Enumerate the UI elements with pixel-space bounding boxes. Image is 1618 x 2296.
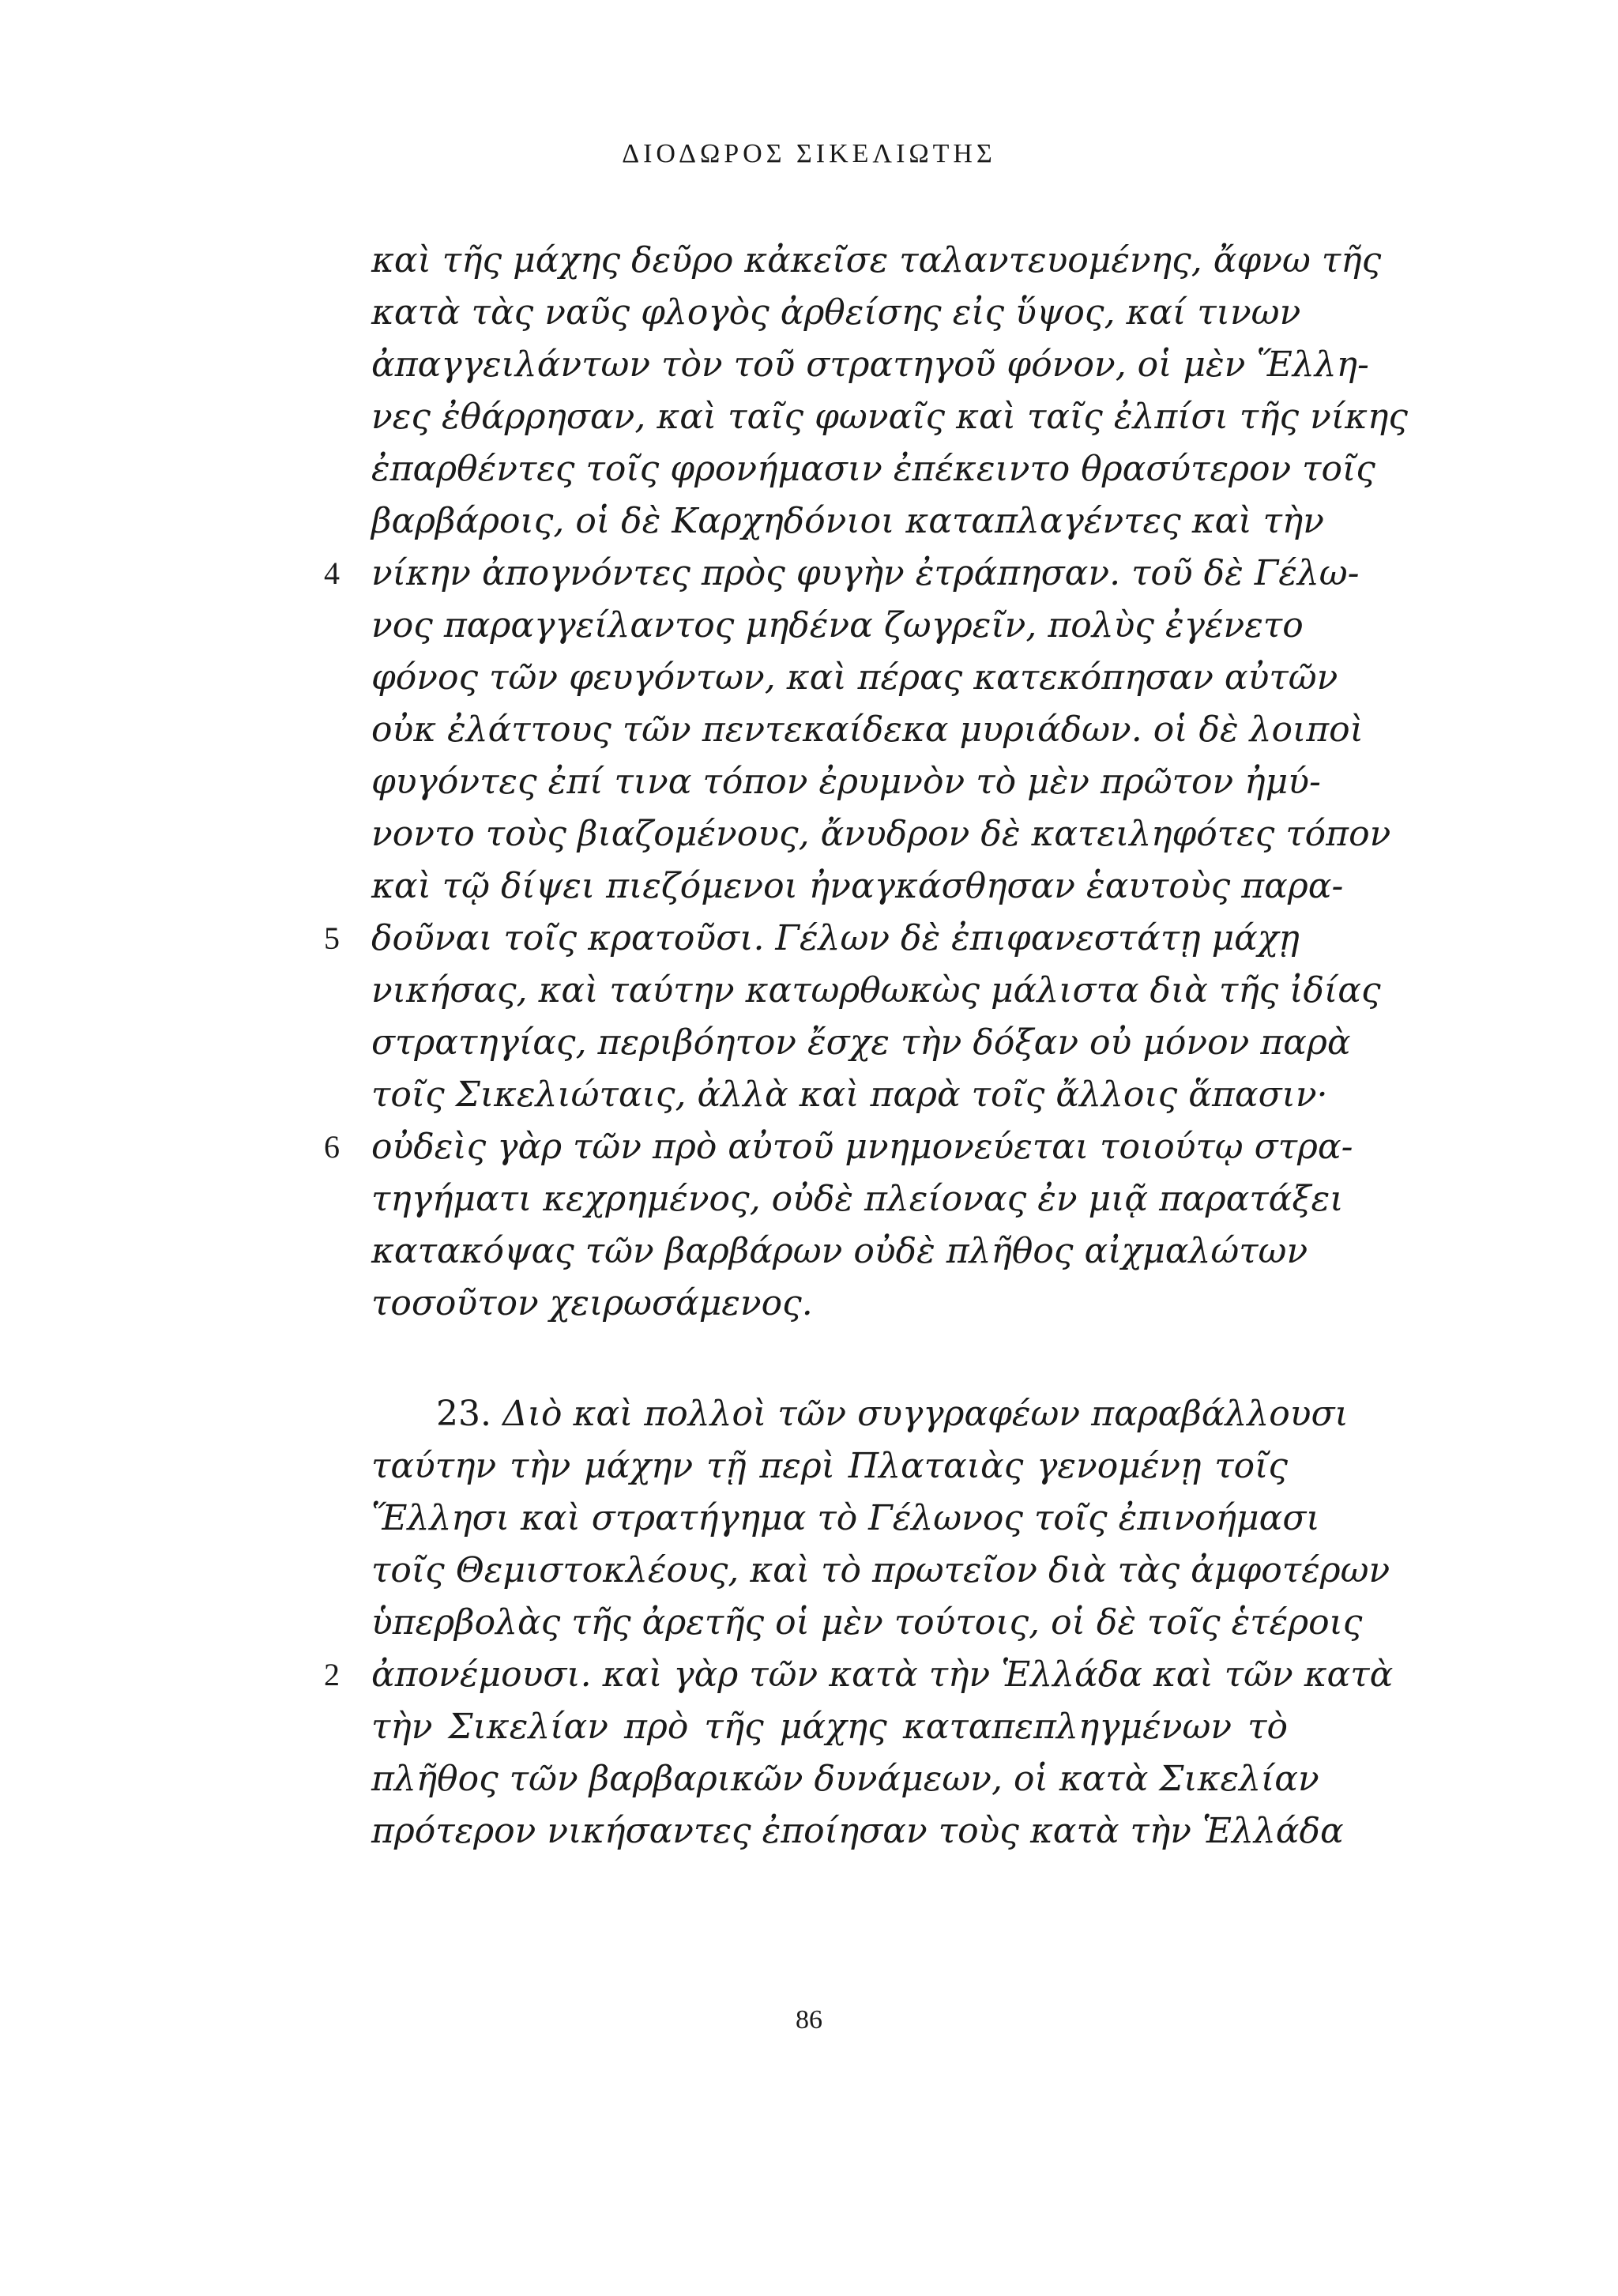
text-line: τηγήματι κεχρημένος, οὐδὲ πλείονας ἐν μιᾷ παρατάξει [371, 1179, 1344, 1219]
margin-paragraph-number: 2 [324, 1657, 340, 1692]
running-head: ΔΙΟΔΩΡΟΣ ΣΙΚΕΛΙΩΤΗΣ [622, 139, 996, 168]
text-line: οὐδεὶς γὰρ τῶν πρὸ αὐτοῦ μνημονεύεται τοιούτῳ στρα- [371, 1127, 1353, 1167]
text-line: τὴν Σικελίαν πρὸ τῆς μάχης καταπεπληγμένων τὸ [371, 1707, 1288, 1747]
text-line: πρότερον νικήσαντες ἐποίησαν τοὺς κατὰ τὴν Ἑλλάδα [371, 1811, 1344, 1851]
text-line: ἀπονέμουσι. καὶ γὰρ τῶν κατὰ τὴν Ἑλλάδα καὶ τῶν κατὰ [371, 1654, 1394, 1695]
text-line: Ἕλλησι καὶ στρατήγημα τὸ Γέλωνος τοῖς ἐπινοήμασι [371, 1498, 1320, 1538]
text-line: δοῦναι τοῖς κρατοῦσι. Γέλων δὲ ἐπιφανεστάτῃ μάχῃ [371, 918, 1300, 958]
text-line: κατακόψας τῶν βαρβάρων οὐδὲ πλῆθος αἰχμαλώτων [371, 1231, 1308, 1271]
text-line: τοσοῦτον χειρωσάμενος. [371, 1283, 813, 1323]
text-line: καὶ τῆς μάχης δεῦρο κἀκεῖσε ταλαντευομένης, ἄφνω τῆς [371, 240, 1382, 280]
text-line: φόνος τῶν φευγόντων, καὶ πέρας κατεκόπησαν αὐτῶν [371, 657, 1338, 698]
text-line: πλῆθος τῶν βαρβαρικῶν δυνάμεων, οἱ κατὰ Σικελίαν [371, 1759, 1319, 1799]
section-number: 23. [436, 1394, 491, 1434]
page-number: 86 [796, 2005, 822, 2034]
text-line: στρατηγίας, περιβόητον ἔσχε τὴν δόξαν οὐ μόνον παρὰ [371, 1022, 1351, 1063]
section-23-first-line [436, 1391, 1349, 1438]
text-line: τοῖς Θεμιστοκλέους, καὶ τὸ πρωτεῖον διὰ τὰς ἀμφοτέρων [371, 1550, 1390, 1590]
text-line: νος παραγγείλαντος μηδένα ζωγρεῖν, πολὺς ἐγένετο [371, 605, 1304, 646]
text-line: ταύτην τὴν μάχην τῇ περὶ Πλαταιὰς γενομένῃ τοῖς [371, 1446, 1288, 1486]
margin-paragraph-number: 4 [324, 555, 340, 591]
text-line: βαρβάροις, οἱ δὲ Καρχηδόνιοι καταπλαγέντες καὶ τὴν [371, 501, 1325, 541]
text-line: τοῖς Σικελιώταις, ἀλλὰ καὶ παρὰ τοῖς ἄλλοις ἅπασιν· [371, 1075, 1328, 1115]
text-line: νικήσας, καὶ ταύτην κατωρθωκὼς μάλιστα διὰ τῆς ἰδίας [371, 970, 1381, 1011]
text-line: ὑπερβολὰς τῆς ἀρετῆς οἱ μὲν τούτοις, οἱ δὲ τοῖς ἑτέροις [371, 1602, 1363, 1643]
text-line: ἀπαγγειλάντων τὸν τοῦ στρατηγοῦ φόνον, οἱ μὲν Ἕλλη- [371, 344, 1369, 385]
text-line: νίκην ἀπογνόντες πρὸς φυγὴν ἐτράπησαν. τοῦ δὲ Γέλω- [371, 553, 1360, 593]
text-line: ἐπαρθέντες τοῖς φρονήμασιν ἐπέκειντο θρασύτερον τοῖς [371, 449, 1375, 489]
text-line: νοντο τοὺς βιαζομένους, ἄνυδρον δὲ κατειληφότες τόπον [371, 814, 1391, 854]
text-line: νες ἐθάρρησαν, καὶ ταῖς φωναῖς καὶ ταῖς ἐλπίσι τῆς νίκης [371, 397, 1409, 437]
text-line: καὶ τῷ δίψει πιεζόμενοι ἠναγκάσθησαν ἑαυτοὺς παρα- [371, 866, 1344, 906]
text-line: οὐκ ἐλάττους τῶν πεντεκαίδεκα μυριάδων. οἱ δὲ λοιποὶ [371, 710, 1364, 750]
margin-paragraph-number: 6 [324, 1129, 340, 1165]
text-line: κατὰ τὰς ναῦς φλογὸς ἀρθείσης εἰς ὕψος, καί τινων [371, 292, 1301, 333]
text-line: φυγόντες ἐπί τινα τόπον ἐρυμνὸν τὸ μὲν πρῶτον ἠμύ- [371, 762, 1321, 802]
margin-paragraph-number: 5 [324, 920, 340, 956]
section-first-line-text: Διὸ καὶ πολλοὶ τῶν συγγραφέων παραβάλλουσι [502, 1394, 1349, 1434]
